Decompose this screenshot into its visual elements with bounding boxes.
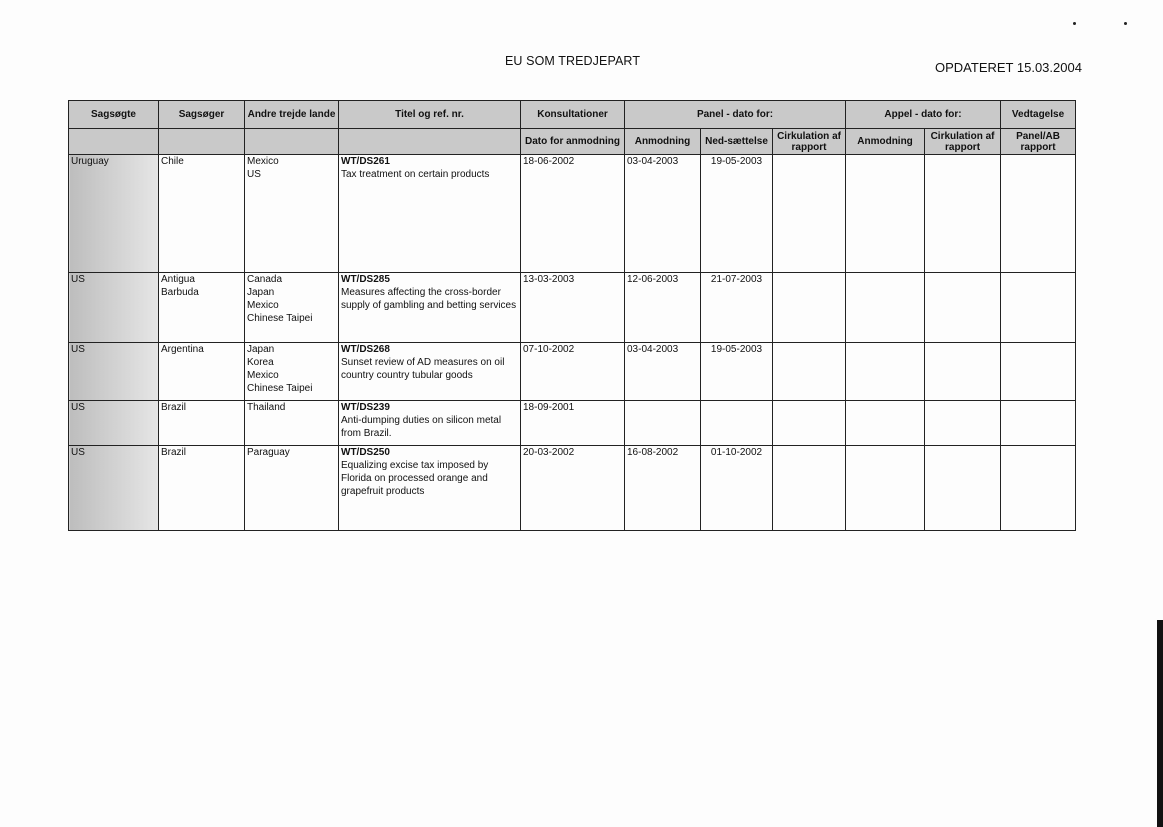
- cell-sagsoger-line: Brazil: [161, 402, 187, 413]
- table-row: [69, 343, 1076, 401]
- cell-sagsoger-line: Brazil: [161, 447, 187, 458]
- table-row: [69, 401, 1076, 446]
- cell-titel: [339, 273, 521, 343]
- cell-appel-anmodning: [846, 273, 925, 343]
- cell-vedtagelse: [1001, 273, 1076, 343]
- scan-speck: [1124, 22, 1127, 25]
- cell-appel-anmodning: [846, 446, 925, 531]
- cell-appel-cirkulation: [925, 446, 1001, 531]
- cell-anmodning: 16-08-2002: [625, 446, 701, 531]
- cell-titel: [339, 401, 521, 446]
- cell-sagsoger: [159, 446, 245, 531]
- cell-andre: [245, 155, 339, 273]
- cell-andre: [245, 343, 339, 401]
- header-sagsoger: Sagsøger: [159, 101, 245, 129]
- cell-vedtagelse: [1001, 343, 1076, 401]
- subheader-blank: [69, 129, 159, 155]
- header-panel: Panel - dato for:: [625, 101, 846, 129]
- cell-konsultation: 20-03-2002: [521, 446, 625, 531]
- cell-andre-line: Canada: [247, 274, 283, 285]
- cell-sagsogte: US: [69, 446, 159, 531]
- cell-konsultation: 07-10-2002: [521, 343, 625, 401]
- cell-andre-line: Mexico: [247, 370, 279, 381]
- subheader-appel-cirkulation: Cirkulation af rapport: [925, 129, 1001, 155]
- cell-appel-cirkulation: [925, 343, 1001, 401]
- scan-edge: [1157, 620, 1163, 827]
- table-body: [69, 155, 1076, 531]
- subheader-panel-ab: Panel/AB rapport: [1001, 129, 1076, 155]
- cell-cirkulation: [773, 401, 846, 446]
- cell-andre-line: Chinese Taipei: [247, 383, 313, 394]
- cell-andre-line: Mexico: [247, 156, 279, 167]
- cell-sagsogte: US: [69, 401, 159, 446]
- subheader-blank: [159, 129, 245, 155]
- case-title: Tax treatment on certain products: [341, 169, 490, 180]
- header-vedtagelse: Vedtagelse: [1001, 101, 1076, 129]
- cell-anmodning: 03-04-2003: [625, 155, 701, 273]
- cell-cirkulation: [773, 273, 846, 343]
- cell-appel-anmodning: [846, 343, 925, 401]
- cell-sagsoger: [159, 401, 245, 446]
- subheader-blank: [245, 129, 339, 155]
- cell-konsultation: 18-09-2001: [521, 401, 625, 446]
- table-row: [69, 273, 1076, 343]
- cell-nedsaettelse: 21-07-2003: [701, 273, 773, 343]
- scan-speck: [1073, 22, 1076, 25]
- subheader-dato-anmodning: Dato for anmodning: [521, 129, 625, 155]
- cell-andre: [245, 273, 339, 343]
- cell-andre: [245, 401, 339, 446]
- cell-andre-line: Japan: [247, 287, 275, 298]
- cell-andre-line: Mexico: [247, 300, 279, 311]
- cell-sagsoger: [159, 155, 245, 273]
- subheader-nedsaettelse: Ned-sættelse: [701, 129, 773, 155]
- cell-andre-line: Korea: [247, 357, 274, 368]
- case-ref: WT/DS250: [341, 447, 390, 458]
- cell-andre-line: Chinese Taipei: [247, 313, 313, 324]
- cell-cirkulation: [773, 155, 846, 273]
- cell-sagsoger: [159, 343, 245, 401]
- cell-sagsogte: US: [69, 273, 159, 343]
- cell-sagsogte: US: [69, 343, 159, 401]
- case-ref: WT/DS268: [341, 344, 390, 355]
- header-konsultationer: Konsultationer: [521, 101, 625, 129]
- cell-cirkulation: [773, 446, 846, 531]
- cell-andre: [245, 446, 339, 531]
- case-title: Equalizing excise tax imposed by Florida on processed orange and grapefruit products: [341, 460, 489, 497]
- cell-konsultation: 13-03-2003: [521, 273, 625, 343]
- case-ref: WT/DS239: [341, 402, 390, 413]
- cell-sagsoger: [159, 273, 245, 343]
- page-title: EU SOM TREDJEPART: [505, 54, 641, 68]
- cell-nedsaettelse: 19-05-2003: [701, 343, 773, 401]
- cell-nedsaettelse: [701, 401, 773, 446]
- cell-sagsoger-line: Argentina: [161, 344, 204, 355]
- case-ref: WT/DS285: [341, 274, 390, 285]
- cell-konsultation: 18-06-2002: [521, 155, 625, 273]
- subheader-cirkulation: Cirkulation af rapport: [773, 129, 846, 155]
- cases-table: [68, 100, 1076, 531]
- header-appel: Appel - dato for:: [846, 101, 1001, 129]
- cell-titel: [339, 446, 521, 531]
- cell-anmodning: [625, 401, 701, 446]
- header-andre: Andre trejde lande: [245, 101, 339, 129]
- cell-andre-line: Paraguay: [247, 447, 290, 458]
- cell-anmodning: 12-06-2003: [625, 273, 701, 343]
- case-ref: WT/DS261: [341, 156, 390, 167]
- cell-sagsoger-line: Barbuda: [161, 287, 199, 298]
- cell-appel-anmodning: [846, 401, 925, 446]
- cell-cirkulation: [773, 343, 846, 401]
- cell-andre-line: Japan: [247, 344, 275, 355]
- cell-titel: [339, 343, 521, 401]
- cell-andre-line: US: [247, 169, 261, 180]
- cell-vedtagelse: [1001, 446, 1076, 531]
- case-title: Sunset review of AD measures on oil country country tubular goods: [341, 357, 505, 381]
- cell-andre-line: Thailand: [247, 402, 286, 413]
- table-row: [69, 446, 1076, 531]
- table-row: [69, 155, 1076, 273]
- cell-appel-cirkulation: [925, 401, 1001, 446]
- cell-sagsogte: Uruguay: [69, 155, 159, 273]
- cell-appel-cirkulation: [925, 273, 1001, 343]
- cell-sagsoger-line: Chile: [161, 156, 184, 167]
- header-titel: Titel og ref. nr.: [339, 101, 521, 129]
- case-title: Anti-dumping duties on silicon metal from Brazil.: [341, 415, 502, 439]
- subheader-appel-anmodning: Anmodning: [846, 129, 925, 155]
- updated-date: OPDATERET 15.03.2004: [935, 60, 1082, 75]
- cell-nedsaettelse: 19-05-2003: [701, 155, 773, 273]
- subheader-anmodning: Anmodning: [625, 129, 701, 155]
- cell-appel-anmodning: [846, 155, 925, 273]
- cell-nedsaettelse: 01-10-2002: [701, 446, 773, 531]
- header-sagsogte: Sagsøgte: [69, 101, 159, 129]
- cell-appel-cirkulation: [925, 155, 1001, 273]
- cell-anmodning: 03-04-2003: [625, 343, 701, 401]
- cell-vedtagelse: [1001, 155, 1076, 273]
- cell-sagsoger-line: Antigua: [161, 274, 195, 285]
- cell-titel: [339, 155, 521, 273]
- subheader-blank: [339, 129, 521, 155]
- case-title: Measures affecting the cross-border supply of gambling and betting services: [341, 287, 517, 311]
- cell-vedtagelse: [1001, 401, 1076, 446]
